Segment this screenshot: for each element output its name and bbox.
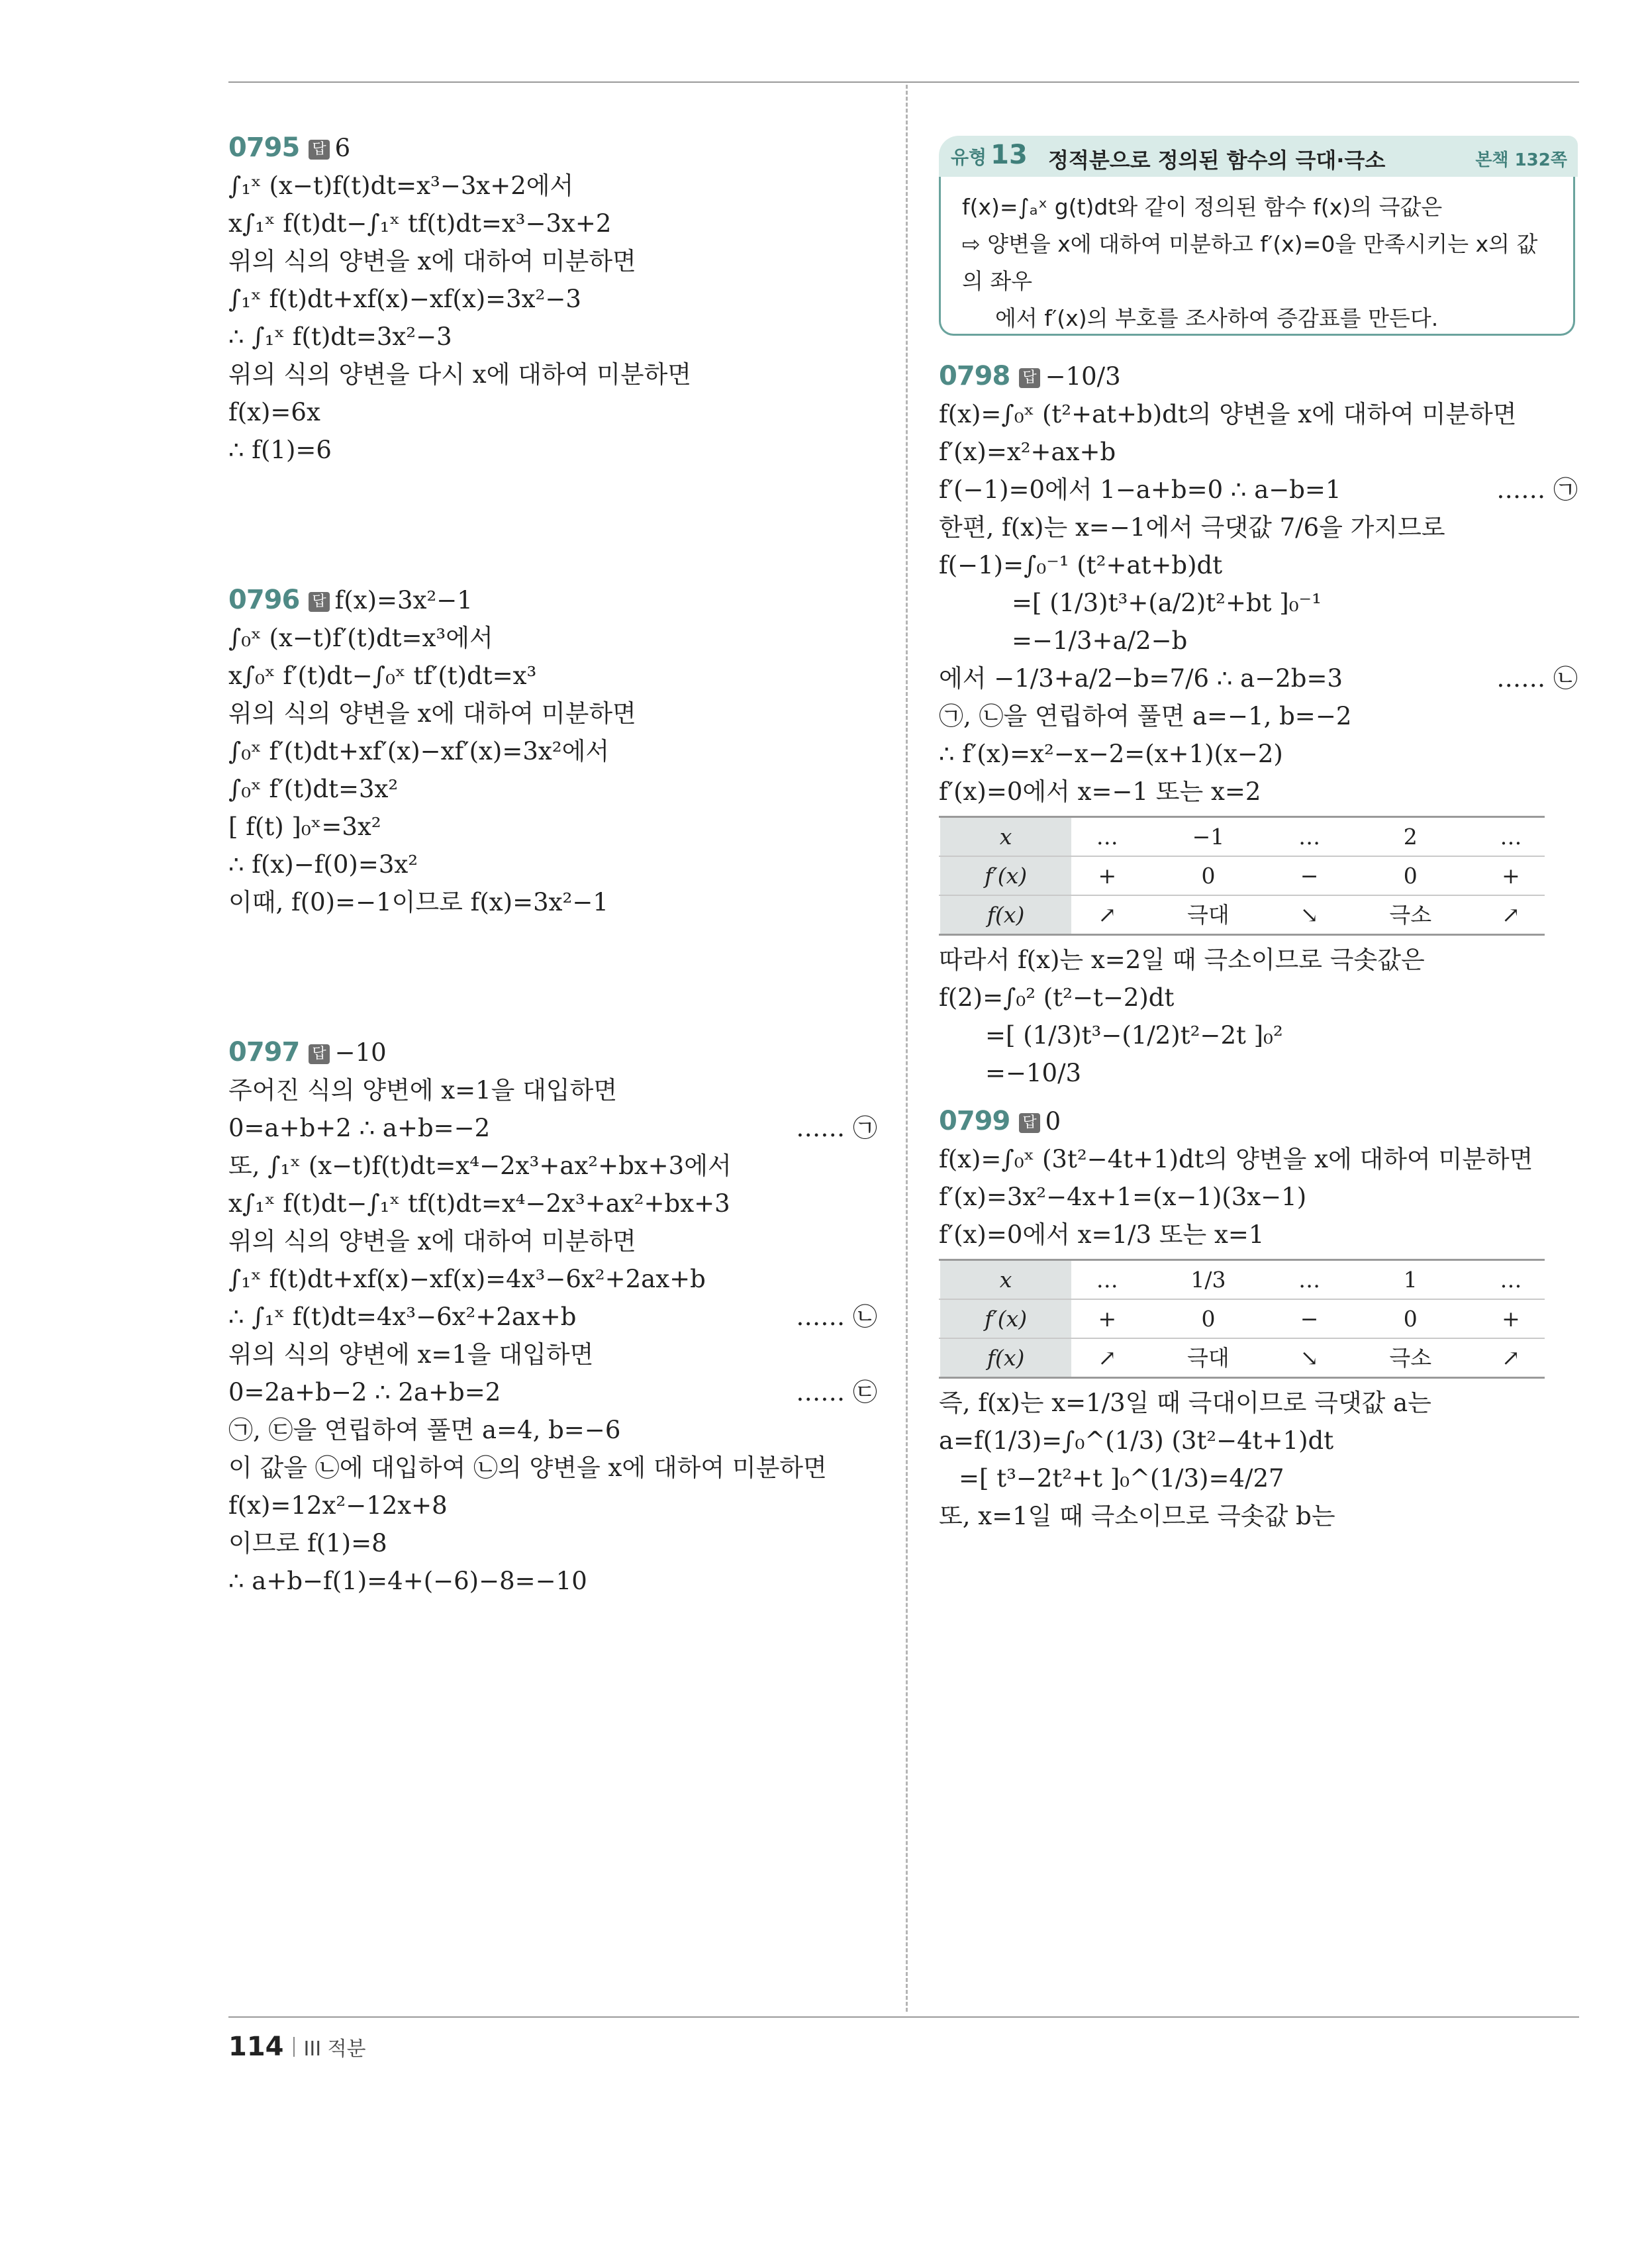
solution-line: 또, ∫₁ˣ (x−t)f(t)dt=x⁴−2x³+ax²+bx+3에서 — [228, 1152, 732, 1180]
table-cell: ↗ — [1476, 1338, 1545, 1378]
page-number: 114 — [228, 2032, 284, 2062]
solution-line: f′(x)=x²+ax+b — [939, 438, 1116, 466]
table-cell: ↗ — [1476, 895, 1545, 935]
type-line: f(x)=∫ₐˣ g(t)dt와 같이 정의된 함수 f(x)의 극값은 — [962, 194, 1443, 220]
solution-line: f′(−1)=0에서 1−a+b=0 ∴ a−b=1 — [939, 475, 1341, 504]
table-cell: x — [940, 1260, 1072, 1300]
problem-number: 0796 — [228, 585, 300, 615]
table-cell: ↘ — [1275, 1338, 1345, 1378]
table-row — [940, 1260, 1545, 1300]
page-footer — [228, 2032, 366, 2062]
answer-value: −10/3 — [1045, 362, 1121, 391]
table-cell: … — [1072, 1260, 1142, 1300]
section-label: III 적분 — [303, 2038, 366, 2061]
table-cell: ↗ — [1072, 895, 1142, 935]
table-cell: + — [1476, 856, 1545, 895]
left-column — [228, 129, 877, 1600]
solution-line: 0=a+b+2 ∴ a+b=−2 — [228, 1114, 491, 1142]
solution-line: 위의 식의 양변을 다시 x에 대하여 미분하면 — [228, 360, 692, 389]
table-cell: −1 — [1142, 817, 1274, 857]
type-summary-box — [939, 136, 1578, 338]
solution-line: ∴ f(1)=6 — [228, 436, 332, 464]
problem-number: 0798 — [939, 361, 1010, 391]
solution-line: ∫₁ˣ f(t)dt+xf(x)−xf(x)=4x³−6x²+2ax+b — [228, 1265, 706, 1293]
table-cell: 0 — [1142, 856, 1274, 895]
table-cell: − — [1275, 856, 1345, 895]
solution-line: f(x)=12x²−12x+8 — [228, 1491, 448, 1520]
type-reference: 본책 132쪽 — [1475, 150, 1567, 170]
problem-number: 0797 — [228, 1037, 300, 1067]
solution-line: f′(x)=3x²−4x+1=(x−1)(3x−1) — [939, 1183, 1307, 1211]
answer-tag: 답 — [1019, 1113, 1039, 1133]
table-cell: 1 — [1345, 1260, 1476, 1300]
table-row — [940, 1299, 1545, 1338]
answer-tag: 답 — [1019, 368, 1039, 388]
solution-line: =[ (1/3)t³+(a/2)t²+bt ]₀⁻¹ — [1012, 589, 1322, 617]
solution-line: 이 값을 ㉡에 대입하여 ㉡의 양변을 x에 대하여 미분하면 — [228, 1454, 827, 1482]
solution-line: 따라서 f(x)는 x=2일 때 극소이므로 극솟값은 — [939, 946, 1425, 974]
solution-line: x∫₀ˣ f′(t)dt−∫₀ˣ tf′(t)dt=x³ — [228, 662, 537, 690]
solution-line: ㉠, ㉡을 연립하여 풀면 a=−1, b=−2 — [939, 702, 1352, 730]
solution-line: 위의 식의 양변을 x에 대하여 미분하면 — [228, 247, 636, 275]
problem-number: 0799 — [939, 1106, 1010, 1136]
answer-value: −10 — [334, 1038, 387, 1067]
solution-line: 위의 식의 양변을 x에 대하여 미분하면 — [228, 699, 636, 728]
table-cell: f′(x) — [940, 856, 1072, 895]
solution-line: 0=2a+b−2 ∴ 2a+b=2 — [228, 1378, 501, 1406]
table-cell: + — [1476, 1299, 1545, 1338]
problem-number: 0795 — [228, 132, 300, 163]
solution-line: =[ (1/3)t³−(1/2)t²−2t ]₀² — [985, 1021, 1283, 1050]
table-cell: f(x) — [940, 1338, 1072, 1378]
problem-0798 — [939, 358, 1578, 1092]
solution-line: 즉, f(x)는 x=1/3일 때 극대이므로 극댓값 a는 — [939, 1389, 1431, 1417]
table-cell: 극대 — [1142, 895, 1274, 935]
solution-line: x∫₁ˣ f(t)dt−∫₁ˣ tf(t)dt=x⁴−2x³+ax²+bx+3 — [228, 1189, 730, 1218]
table-row — [940, 817, 1545, 857]
solution-line: 이때, f(0)=−1이므로 f(x)=3x²−1 — [228, 888, 608, 916]
solution-line: ∫₁ˣ f(t)dt+xf(x)−xf(x)=3x²−3 — [228, 285, 581, 313]
table-cell: 2 — [1345, 817, 1476, 857]
solution-line: ∴ ∫₁ˣ f(t)dt=4x³−6x²+2ax+b — [228, 1303, 577, 1331]
equation-marker: …… ㉡ — [1496, 664, 1578, 693]
solution-line: =[ t³−2t²+t ]₀^(1/3)=4/27 — [959, 1464, 1284, 1493]
equation-marker: …… ㉢ — [796, 1378, 877, 1406]
table-row — [940, 895, 1545, 935]
solution-line: f(2)=∫₀² (t²−t−2)dt — [939, 983, 1175, 1012]
table-cell: − — [1275, 1299, 1345, 1338]
solution-line: f(x)=6x — [228, 398, 320, 426]
solution-line: f′(x)=0에서 x=−1 또는 x=2 — [939, 777, 1261, 806]
top-rule — [228, 81, 1579, 83]
problem-0796 — [228, 581, 877, 921]
table-cell: … — [1476, 817, 1545, 857]
table-cell: … — [1476, 1260, 1545, 1300]
sign-table-0798 — [939, 816, 1545, 936]
table-cell: 0 — [1345, 1299, 1476, 1338]
solution-line: ㉠, ㉢을 연립하여 풀면 a=4, b=−6 — [228, 1416, 621, 1444]
table-cell: + — [1072, 856, 1142, 895]
solution-line: ∫₀ˣ f′(t)dt+xf′(x)−xf′(x)=3x²에서 — [228, 737, 610, 765]
solution-line: 에서 −1/3+a/2−b=7/6 ∴ a−2b=3 — [939, 664, 1343, 693]
table-cell: 0 — [1345, 856, 1476, 895]
solution-line: 주어진 식의 양변에 x=1을 대입하면 — [228, 1076, 618, 1105]
solution-line: 위의 식의 양변을 x에 대하여 미분하면 — [228, 1227, 636, 1256]
solution-line: f(x)=∫₀ˣ (t²+at+b)dt의 양변을 x에 대하여 미분하면 — [939, 400, 1517, 428]
column-divider — [906, 85, 908, 2012]
solution-line: ∫₀ˣ (x−t)f′(t)dt=x³에서 — [228, 624, 493, 652]
table-cell: + — [1072, 1299, 1142, 1338]
solution-line: ∴ f′(x)=x²−x−2=(x+1)(x−2) — [939, 740, 1283, 768]
solution-line: [ f(t) ]₀ˣ=3x² — [228, 813, 381, 841]
solution-line: ∴ a+b−f(1)=4+(−6)−8=−10 — [228, 1567, 587, 1595]
table-cell: x — [940, 817, 1072, 857]
table-cell: 1/3 — [1142, 1260, 1274, 1300]
bottom-rule — [228, 2016, 1579, 2018]
type-header — [939, 136, 1578, 177]
table-cell: 극소 — [1345, 1338, 1476, 1378]
table-cell: ↘ — [1275, 895, 1345, 935]
solution-line: ∴ ∫₁ˣ f(t)dt=3x²−3 — [228, 322, 452, 351]
solution-line: f(−1)=∫₀⁻¹ (t²+at+b)dt — [939, 551, 1223, 579]
solution-line: 또, x=1일 때 극소이므로 극솟값 b는 — [939, 1502, 1335, 1530]
solution-line: 한편, f(x)는 x=−1에서 극댓값 7/6을 가지므로 — [939, 513, 1445, 542]
table-cell: 극소 — [1345, 895, 1476, 935]
problem-0799 — [939, 1103, 1578, 1535]
answer-value: 0 — [1045, 1107, 1061, 1136]
problem-0795 — [228, 129, 877, 469]
answer-tag: 답 — [309, 1044, 329, 1064]
type-title: 정적분으로 정의된 함수의 극대·극소 — [1048, 148, 1386, 173]
solution-line: f(x)=∫₀ˣ (3t²−4t+1)dt의 양변을 x에 대하여 미분하면 — [939, 1145, 1533, 1173]
solution-line: =−1/3+a/2−b — [1012, 626, 1188, 655]
problem-0797 — [228, 1034, 877, 1600]
solution-line: 위의 식의 양변에 x=1을 대입하면 — [228, 1340, 594, 1369]
solution-line: =−10/3 — [985, 1059, 1082, 1087]
sign-table-0799 — [939, 1259, 1545, 1379]
equation-marker: …… ㉠ — [1496, 475, 1578, 504]
table-cell: … — [1275, 817, 1345, 857]
type-tag: 유형 13 — [951, 140, 1028, 170]
solution-line: ∴ f(x)−f(0)=3x² — [228, 850, 418, 879]
answer-value: f(x)=3x²−1 — [334, 586, 473, 615]
table-row — [940, 1338, 1545, 1378]
table-cell: … — [1072, 817, 1142, 857]
equation-marker: …… ㉠ — [796, 1114, 877, 1142]
solution-line: a=f(1/3)=∫₀^(1/3) (3t²−4t+1)dt — [939, 1426, 1334, 1455]
table-cell: … — [1275, 1260, 1345, 1300]
table-cell: f(x) — [940, 895, 1072, 935]
solution-line: f′(x)=0에서 x=1/3 또는 x=1 — [939, 1220, 1265, 1249]
solution-line: x∫₁ˣ f(t)dt−∫₁ˣ tf(t)dt=x³−3x+2 — [228, 209, 612, 238]
table-row — [940, 856, 1545, 895]
equation-marker: …… ㉡ — [796, 1303, 877, 1331]
solution-line: ∫₀ˣ f′(t)dt=3x² — [228, 775, 399, 803]
answer-tag: 답 — [309, 592, 329, 612]
solution-line: 이므로 f(1)=8 — [228, 1529, 387, 1557]
table-cell: 0 — [1142, 1299, 1274, 1338]
type-line: 에서 f′(x)의 부호를 조사하여 증감표를 만든다. — [995, 305, 1439, 331]
type-body — [939, 177, 1575, 336]
type-line: ⇨ 양변을 x에 대하여 미분하고 f′(x)=0을 만족시키는 x의 값의 좌우 — [962, 231, 1538, 294]
answer-tag: 답 — [309, 140, 329, 160]
table-cell: f′(x) — [940, 1299, 1072, 1338]
solution-line: ∫₁ˣ (x−t)f(t)dt=x³−3x+2에서 — [228, 172, 574, 200]
right-column — [939, 358, 1578, 1535]
footer-separator — [293, 2037, 295, 2057]
table-cell: 극대 — [1142, 1338, 1274, 1378]
answer-value: 6 — [334, 134, 351, 162]
table-cell: ↗ — [1072, 1338, 1142, 1378]
